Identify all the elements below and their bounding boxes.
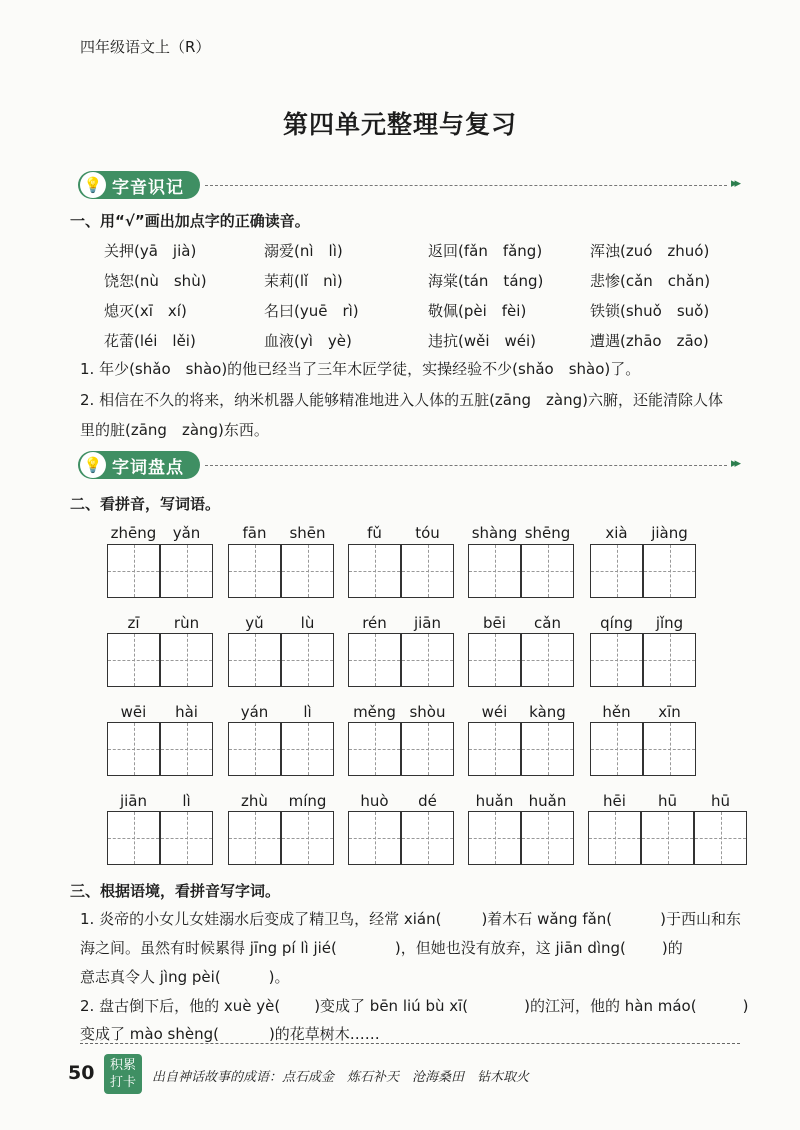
pinyin-label: xīn — [658, 703, 681, 721]
pronunciation-item[interactable]: 关押(yā jià) — [104, 242, 197, 260]
writing-cell[interactable] — [107, 811, 160, 865]
pinyin-label: huǎn — [475, 792, 514, 810]
pinyin-label: hěn — [602, 703, 631, 721]
context-line-2: 海之间。虽然有时候累得 jīng pí lì jié( )，但她也没有放弃，这 jiān dìng( )的 — [80, 939, 683, 957]
pinyin-label: wēi — [120, 703, 147, 721]
pronunciation-item[interactable]: 悲惨(cǎn chǎn) — [590, 272, 711, 290]
pronunciation-item[interactable]: 敬佩(pèi fèi) — [428, 302, 527, 320]
pinyin-label: yǎn — [172, 524, 201, 542]
arrows-icon: ▸▸ — [731, 176, 739, 191]
pinyin-label: huǎn — [528, 792, 567, 810]
section-banner-label: 字音识记 — [112, 177, 184, 198]
writing-cell[interactable] — [468, 633, 521, 687]
writing-cell[interactable] — [401, 811, 454, 865]
writing-cell[interactable] — [468, 811, 521, 865]
writing-cell[interactable] — [281, 722, 334, 776]
question-1-prompt: 一、用“√”画出加点字的正确读音。 — [70, 212, 310, 230]
writing-cell[interactable] — [643, 722, 696, 776]
pronunciation-item[interactable]: 海棠(tán táng) — [428, 272, 544, 290]
section-banner-label: 字词盘点 — [112, 457, 184, 478]
pinyin-label: měng — [353, 703, 396, 721]
pinyin-label: lù — [300, 614, 315, 632]
writing-cell[interactable] — [401, 722, 454, 776]
pinyin-label: qíng — [600, 614, 633, 632]
pinyin-label: lì — [182, 792, 191, 810]
writing-cell[interactable] — [281, 633, 334, 687]
writing-cell[interactable] — [281, 811, 334, 865]
writing-cell[interactable] — [160, 633, 213, 687]
pronunciation-item[interactable]: 返回(fǎn fǎng) — [428, 242, 543, 260]
pinyin-label: rùn — [173, 614, 200, 632]
writing-cell[interactable] — [694, 811, 747, 865]
writing-cell[interactable] — [590, 633, 643, 687]
pronunciation-item[interactable]: 茉莉(lǐ nì) — [264, 272, 343, 290]
writing-cell[interactable] — [348, 722, 401, 776]
section-banner-words — [78, 451, 200, 479]
pinyin-label: shēn — [289, 524, 326, 542]
pinyin-label: huò — [360, 792, 389, 810]
pronunciation-item[interactable]: 浑浊(zuó zhuó) — [590, 242, 710, 260]
writing-cell[interactable] — [160, 811, 213, 865]
pinyin-label: hài — [175, 703, 198, 721]
pronunciation-item[interactable]: 名曰(yuē rì) — [264, 302, 359, 320]
writing-cell[interactable] — [281, 544, 334, 598]
pinyin-label: dé — [418, 792, 437, 810]
writing-cell[interactable] — [521, 722, 574, 776]
page-number: 50 — [68, 1062, 95, 1084]
lightbulb-icon: 💡 — [80, 172, 106, 198]
sentence-2a: 2. 相信在不久的将来，纳米机器人能够精准地进入人体的五脏(zāng zàng)六腑，还能清除人体 — [80, 391, 723, 409]
pinyin-label: hū — [657, 792, 677, 810]
writing-cell[interactable] — [401, 633, 454, 687]
writing-cell[interactable] — [160, 722, 213, 776]
section-banner-pronunciation — [78, 171, 200, 199]
context-line-3: 意志真令人 jìng pèi( )。 — [80, 968, 290, 986]
writing-cell[interactable] — [228, 722, 281, 776]
pinyin-label: zhù — [241, 792, 268, 810]
question-2-prompt: 二、看拼音，写词语。 — [70, 495, 221, 513]
pinyin-label: bēi — [483, 614, 506, 632]
writing-cell[interactable] — [468, 722, 521, 776]
pinyin-label: tóu — [415, 524, 440, 542]
lightbulb-icon: 💡 — [80, 452, 106, 478]
writing-cell[interactable] — [588, 811, 641, 865]
pronunciation-item[interactable]: 花蕾(léi lěi) — [104, 332, 196, 350]
pronunciation-item[interactable]: 违抗(wěi wéi) — [428, 332, 537, 350]
pinyin-label: yán — [240, 703, 269, 721]
footer-badge — [104, 1054, 142, 1094]
writing-cell[interactable] — [348, 633, 401, 687]
question-3-prompt: 三、根据语境，看拼音写字词。 — [70, 882, 281, 900]
footer-idioms: 出自神话故事的成语：点石成金 炼石补天 沧海桑田 钻木取火 — [152, 1070, 530, 1085]
pinyin-label: shàng — [471, 524, 518, 542]
writing-cell[interactable] — [228, 544, 281, 598]
writing-cell[interactable] — [107, 722, 160, 776]
writing-cell[interactable] — [348, 544, 401, 598]
pinyin-label: fǔ — [367, 524, 382, 542]
writing-cell[interactable] — [107, 633, 160, 687]
writing-cell[interactable] — [107, 544, 160, 598]
footer-divider — [80, 1043, 740, 1044]
pinyin-label: lì — [303, 703, 312, 721]
pinyin-label: zī — [127, 614, 140, 632]
context-line-5: 变成了 mào shèng( )的花草树木…… — [80, 1025, 380, 1043]
pinyin-label: jiān — [413, 614, 442, 632]
pinyin-label: míng — [288, 792, 327, 810]
writing-cell[interactable] — [401, 544, 454, 598]
section-divider — [205, 465, 727, 466]
pinyin-label: jǐng — [655, 614, 684, 632]
writing-cell[interactable] — [468, 544, 521, 598]
context-line-1: 1. 炎帝的小女儿女娃溺水后变成了精卫鸟，经常 xián( )着木石 wǎng fǎn( )于西山和东 — [80, 910, 742, 928]
writing-cell[interactable] — [160, 544, 213, 598]
pinyin-label: hū — [710, 792, 730, 810]
writing-cell[interactable] — [348, 811, 401, 865]
writing-cell[interactable] — [590, 544, 643, 598]
badge-bottom: 打卡 — [109, 1075, 136, 1090]
pinyin-label: xià — [605, 524, 628, 542]
pinyin-label: hēi — [603, 792, 626, 810]
pronunciation-item[interactable]: 血液(yì yè) — [264, 332, 352, 350]
pinyin-label: yǔ — [245, 614, 264, 632]
writing-cell[interactable] — [643, 633, 696, 687]
pinyin-label: shòu — [409, 703, 446, 721]
page-title: 第四单元整理与复习 — [282, 110, 517, 139]
pinyin-label: jiān — [119, 792, 148, 810]
pronunciation-item[interactable]: 遭遇(zhāo zāo) — [590, 332, 709, 350]
pinyin-label: rén — [362, 614, 387, 632]
section-divider — [205, 185, 727, 186]
pronunciation-item[interactable]: 溺爱(nì lì) — [264, 242, 343, 260]
writing-cell[interactable] — [643, 544, 696, 598]
pinyin-label: kàng — [529, 703, 566, 721]
pinyin-label: shēng — [524, 524, 571, 542]
writing-cell[interactable] — [228, 811, 281, 865]
pinyin-label: jiàng — [651, 524, 688, 542]
pronunciation-item[interactable]: 铁锁(shuǒ suǒ) — [590, 302, 710, 320]
pinyin-label: zhēng — [110, 524, 157, 542]
book-label: 四年级语文上（R） — [80, 38, 211, 56]
writing-cell[interactable] — [521, 811, 574, 865]
writing-cell[interactable] — [590, 722, 643, 776]
pronunciation-item[interactable]: 饶恕(nù shù) — [104, 272, 207, 290]
writing-cell[interactable] — [641, 811, 694, 865]
pinyin-label: fān — [242, 524, 267, 542]
pinyin-label: cǎn — [534, 614, 561, 632]
writing-cell[interactable] — [521, 633, 574, 687]
pinyin-label: wéi — [481, 703, 508, 721]
arrows-icon: ▸▸ — [731, 456, 739, 471]
sentence-1: 1. 年少(shǎo shào)的他已经当了三年木匠学徒，实操经验不少(shǎo shào)了。 — [80, 360, 641, 378]
writing-cell[interactable] — [521, 544, 574, 598]
writing-cell[interactable] — [228, 633, 281, 687]
pronunciation-item[interactable]: 熄灭(xī xí) — [104, 302, 187, 320]
sentence-2b: 里的脏(zāng zàng)东西。 — [80, 421, 269, 439]
context-line-4: 2. 盘古倒下后，他的 xuè yè( )变成了 bēn liú bù xī( )的江河，他的 hàn máo( ) — [80, 997, 749, 1015]
badge-top: 积累 — [109, 1058, 136, 1073]
